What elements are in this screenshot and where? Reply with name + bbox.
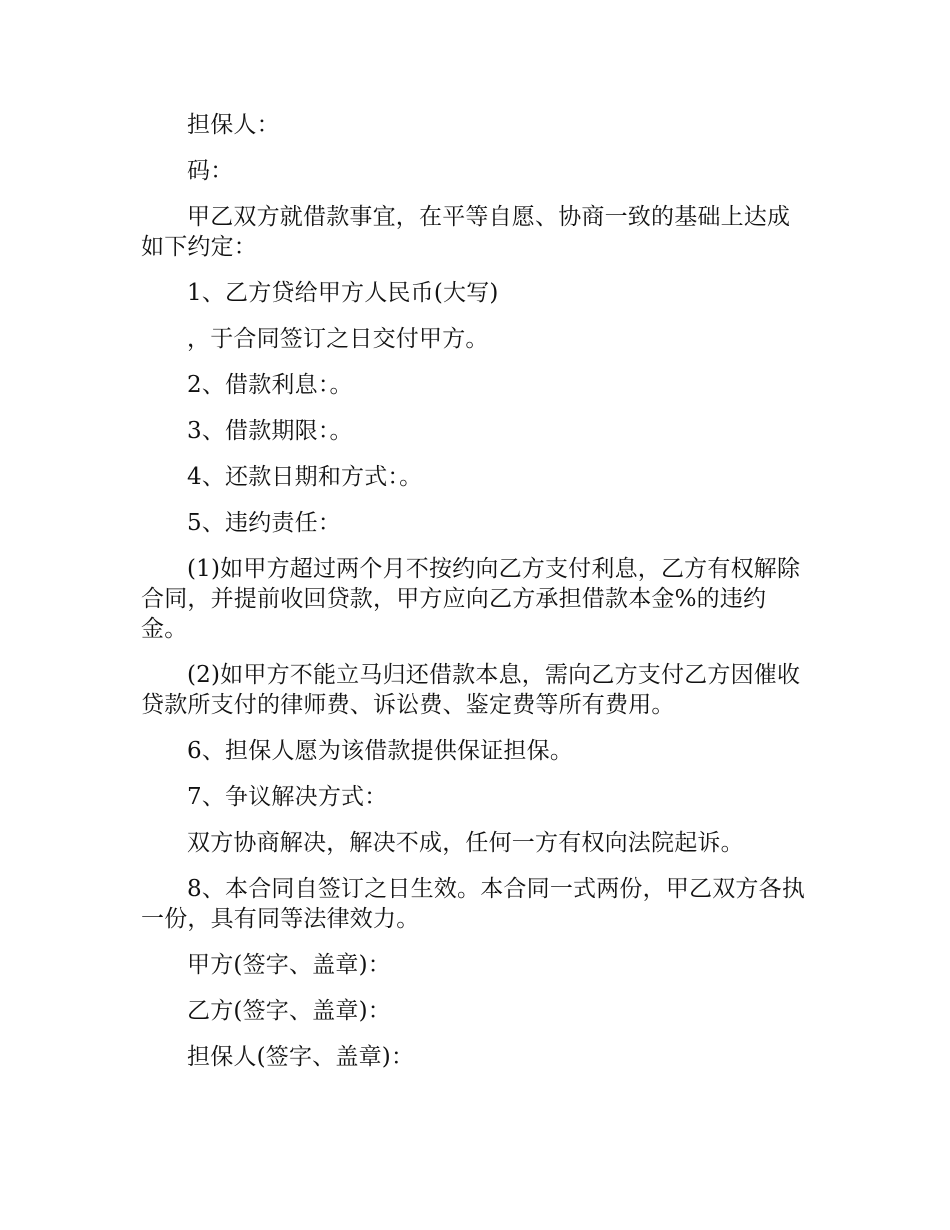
clause-6-guarantee: 6、担保人愿为该借款提供保证担保。 bbox=[187, 738, 574, 764]
signature-guarantor: 担保人(签字、盖章)： bbox=[187, 1044, 415, 1070]
clause-1-cont: ，于合同签订之日交付甲方。 bbox=[187, 326, 489, 352]
clause-4-repayment: 4、还款日期和方式：。 bbox=[187, 464, 423, 490]
clause-7-detail: 双方协商解决，解决不成，任何一方有权向法院起诉。 bbox=[187, 830, 744, 856]
clause-1: 1、乙方贷给甲方人民币(大写) bbox=[187, 280, 499, 306]
clause-5-item-1: (1)如甲方超过两个月不按约向乙方支付利息，乙方有权解除合同，并提前收回贷款，甲方应向乙方承担借款本金%的违约金。 bbox=[141, 556, 801, 642]
guarantor-line: 担保人： bbox=[187, 112, 280, 138]
clause-5-item-2: (2)如甲方不能立马归还借款本息，需向乙方支付乙方因催收贷款所支付的律师费、诉讼费、鉴定费等所有费用。 bbox=[141, 662, 801, 718]
clause-5-liability: 5、违约责任： bbox=[187, 510, 342, 536]
clause-8-effect: 8、本合同自签订之日生效。本合同一式两份，甲乙双方各执一份，具有同等法律效力。 bbox=[141, 876, 806, 932]
signature-party-a: 甲方(签字、盖章)： bbox=[187, 952, 391, 978]
agreement-intro: 甲乙双方就借款事宜，在平等自愿、协商一致的基础上达成如下约定： bbox=[141, 204, 791, 260]
clause-2-interest: 2、借款利息：。 bbox=[187, 372, 353, 398]
document-body bbox=[141, 110, 811, 1072]
clause-7-dispute: 7、争议解决方式： bbox=[187, 784, 388, 810]
signature-party-b: 乙方(签字、盖章)： bbox=[187, 998, 391, 1024]
clause-3-term: 3、借款期限：。 bbox=[187, 418, 353, 444]
code-line: 码： bbox=[187, 158, 234, 184]
